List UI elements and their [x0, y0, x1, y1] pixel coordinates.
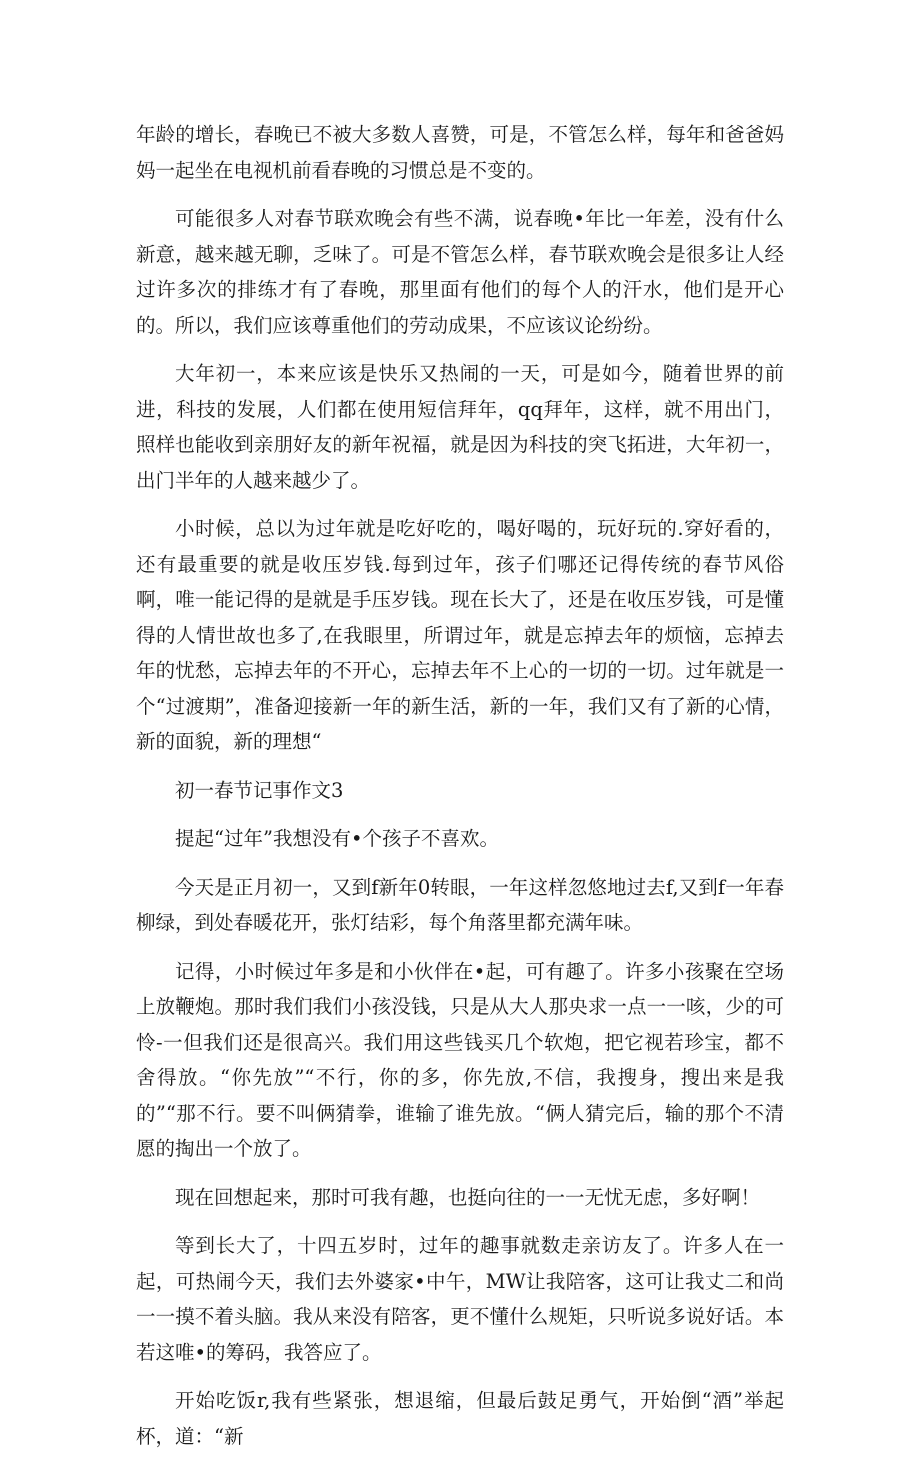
paragraph-3: 大年初一，本来应该是快乐又热闹的一天，可是如今，随着世界的前进，科技的发展，人们都在使用短信拜年，qq拜年，这样，就不用出门，照样也能收到亲朋好友的新年祝福，就是因为科技的突飞拓进，大年初一，出门半年的人越来越少了。 — [136, 362, 784, 492]
paragraph-8: 现在回想起来，那时可我有趣，也挺向往的一一无忧无虑，多好啊！ — [175, 1185, 761, 1209]
paragraph-6: 今天是正月初一，又到f新年0转眼，一年这样忽悠地过去f,又到f一年春柳绿，到处春暖花开，张灯结彩，每个角落里都充满年味。 — [136, 875, 784, 934]
paragraph-4: 小时候，总以为过年就是吃好吃的，喝好喝的，玩好玩的.穿好看的，还有最重要的就是收压岁钱.每到过年，孩子们哪还记得传统的春节风俗啊，唯一能记得的是就是手压岁钱。现在长大了，还是在收压岁钱，可是懂得的人情世故也多了,在我眼里，所谓过年，就是忘掉去年的烦恼，忘掉去年的忧愁，忘掉去年的不开心，忘掉去年不上心的一切的一切。过年就是一个“过渡期”，准备迎接新一年的新生活，新的一年，我们又有了新的心情，新的面貌，新的理想“ — [136, 517, 784, 753]
paragraph-10: 开始吃饭r,我有些紧张，想退缩，但最后鼓足勇气，开始倒“酒”举起杯，道：“新 — [136, 1389, 784, 1448]
paragraph-5: 提起“过年”我想没有•个孩子不喜欢。 — [175, 827, 499, 850]
paragraph-2: 可能很多人对春节联欢晚会有些不满，说春晚•年比一年差，没有什么新意，越来越无聊，乏味了。可是不管怎么样，春节联欢晚会是很多让人经过许多次的排练才有了春晚，那里面有他们的每个人的汗水，他们是开心的。所以，我们应该尊重他们的劳动成果，不应该议论纷纷。 — [136, 207, 784, 337]
section-title: 初一春节记事作文3 — [175, 778, 344, 802]
paragraph-1: 年龄的增长，春晚已不被大多数人喜赞，可是，不管怎么样，每年和爸爸妈妈一起坐在电视机前看春晚的习惯总是不变的。 — [136, 123, 784, 182]
paragraph-7: 记得，小时候过年多是和小伙伴在•起，可有趣了。许多小孩聚在空场上放鞭炮。那时我们我们小孩没钱，只是从大人那央求一点一一咳，少的可怜-一但我们还是很高兴。我们用这些钱买几个软炮，把它视若珍宝，都不舍得放。“你先放”“不行，你的多，你先放,不信，我搜身，搜出来是我的”“那不行。要不叫俩猜拳，谁输了谁先放。“俩人猜完后，输的那个不清愿的掏出一个放了。 — [136, 959, 784, 1160]
document-body — [136, 117, 784, 1467]
paragraph-9: 等到长大了，十四五岁时，过年的趣事就数走亲访友了。许多人在一起，可热闹今天，我们去外婆家•中午，MW让我陪客，这可让我丈二和尚一一摸不着头脑。我从来没有陪客，更不懂什么规矩，只听说多说好话。本若这唯•的筹码，我答应了。 — [136, 1234, 784, 1364]
